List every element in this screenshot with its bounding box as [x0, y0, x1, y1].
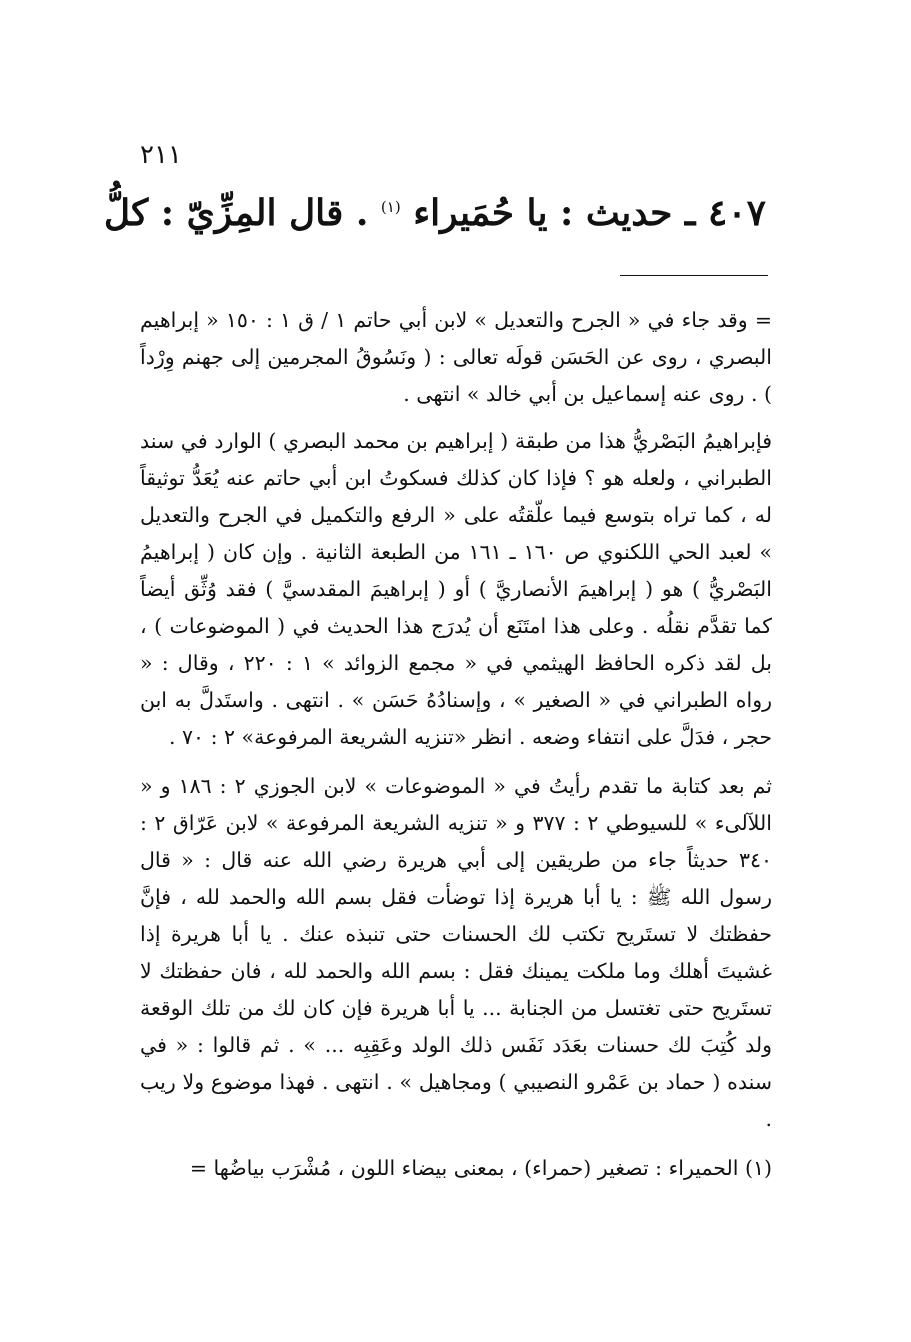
- page-number: ٢١١: [140, 140, 182, 170]
- footnote-marker: (١): [380, 198, 401, 216]
- hadith-heading: [103, 192, 766, 234]
- footnote-separator: [620, 275, 768, 276]
- footnote-paragraph: فإبراهيمُ البَصْريُّ هذا من طبقة ( إبراهيم بن محمد البصري ) الوارد في سند الطبراني ، ولعله هو ؟ فإذا كان كذلك فسكوتُ ابن أبي حاتم عنه يُعَدُّ توثيقاً له ، كما تراه بتوسع فيما علّقتُه على « الرفع والتكميل في الجرح والتعديل » لعبد الحي اللكنوي ص ١٦٠ ـ ١٦١ من الطبعة الثانية . وإن كان ( إبراهيمُ البَصْريُّ ) هو ( إبراهيمَ الأنصاريَّ ) أو ( إبراهيمَ المقدسيَّ ) فقد وُثِّق أيضاً كما تقدَّم نقلُه . وعلى هذا امتَنَع أن يُدرَج هذا الحديث في ( الموضوعات ) ، بل لقد ذكره الحافظ الهيثمي في « مجمع الزوائد » ١ : ٢٢٠ ، وقال : « رواه الطبراني في « الصغير » ، وإسنادُهُ حَسَن » . انتهى . واستَدلَّ به ابن حجر ، فدَلَّ على انتفاء وضعه . انظر «تنزيه الشريعة المرفوعة» ٢ : ٧٠ .: [140, 429, 772, 749]
- footnote-body: [140, 302, 772, 1199]
- heading-main: ٤٠٧ ـ حديث : يا حُمَيراء: [413, 192, 766, 234]
- footnote-paragraph: (١) الحميراء : تصغير (حمراء) ، بمعنى بيضاء اللون ، مُشْرَب بياضُها =: [189, 1156, 772, 1180]
- footnote-paragraph: ثم بعد كتابة ما تقدم رأيتُ في « الموضوعات » لابن الجوزي ٢ : ١٨٦ و « اللآلىء » للسيوطي ٢ : ٣٧٧ و « تنزيه الشريعة المرفوعة » لابن عَرّاق ٢ : ٣٤٠ حديثاً جاء من طريقين إلى أبي هريرة رضي الله عنه قال : « قال رسول الله ﷺ : يا أبا هريرة إذا توضأت فقل بسم الله والحمد لله ، فإنَّ حفظتك لا تستَريح تكتب لك الحسنات حتى تنبذه عنك . يا أبا هريرة إذا غشيتَ أهلك وما ملكت يمينك فقل : بسم الله والحمد لله ، فان حفظتك لا تستَريح حتى تغتسل من الجنابة ... يا أبا هريرة فإن كان لك من تلك الوقعة ولد كُتِبَ لك حسنات بعَدَد نَفَس ذلك الولد وعَقِبِه ... » . ثم قالوا : « في سنده ( حماد بن عَمْرو النصيبي ) ومجاهيل » . انتهى . فهذا موضوع ولا ريب .: [140, 774, 772, 1131]
- footnote-paragraph: = وقد جاء في « الجرح والتعديل » لابن أبي حاتم ١ / ق ١ : ١٥٠ « إبراهيم البصري ، روى عن الحَسَن قولَه تعالى : ( ونَسُوقُ المجرمين إلى جهنم وِرْداً ) . روى عنه إسماعيل بن أبي خالد » انتهى .: [140, 308, 772, 406]
- heading-rest: . قال المِزِّيّ : كلُّ: [103, 192, 369, 234]
